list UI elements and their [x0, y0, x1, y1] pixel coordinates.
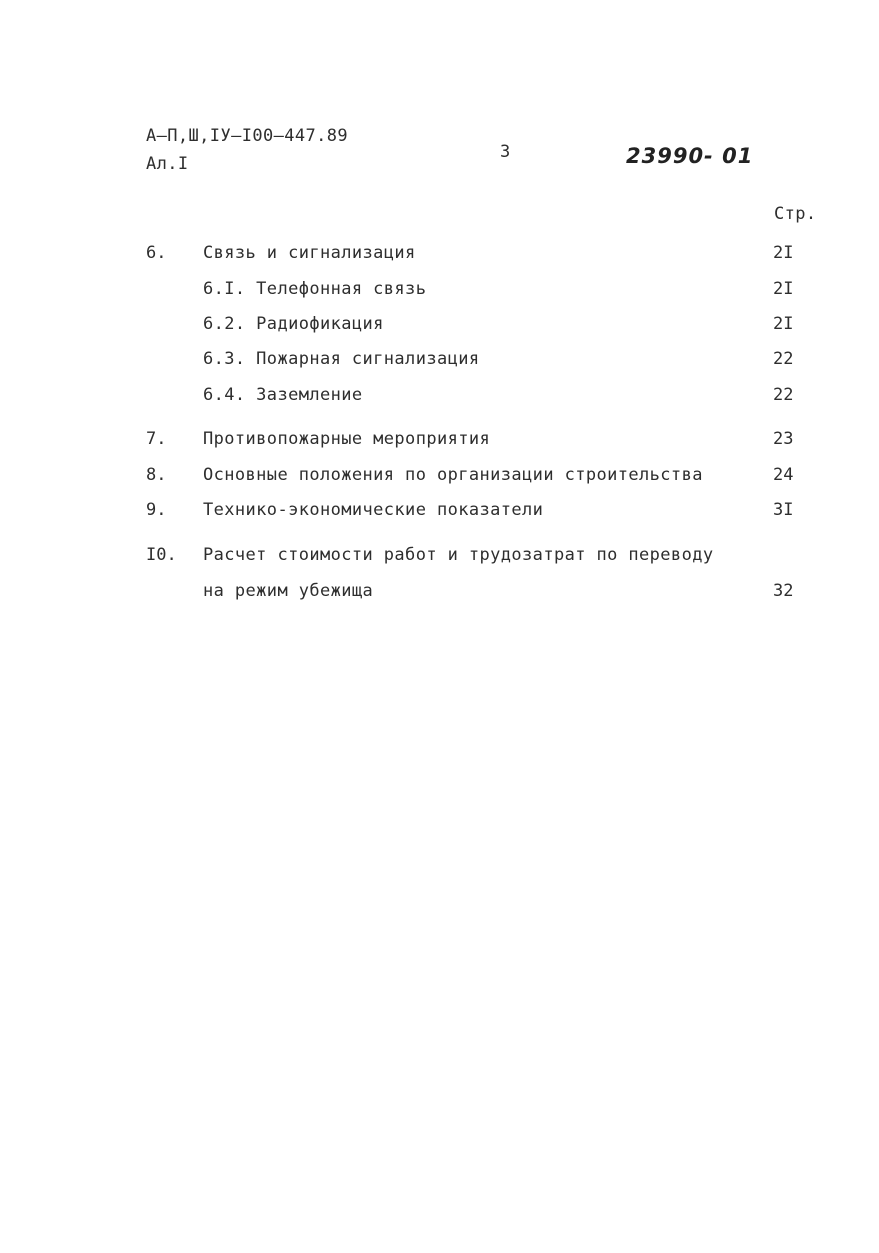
toc-entry-title: Основные положения по организации строительства ..... — [203, 465, 743, 485]
toc-entry-page: 2I — [773, 279, 794, 299]
toc-entry-6-3 — [0, 349, 879, 373]
toc-entry-6-2 — [0, 314, 879, 338]
toc-entry-number: 7. — [146, 429, 167, 449]
toc-entry-title: 6.4. Заземление ..... — [203, 385, 743, 405]
document-code: А–П,Ш,IУ–I00–447.89 — [146, 126, 349, 146]
toc-entry-title: на режим убежища ..... — [203, 581, 743, 601]
toc-entry-title: 6.2. Радиофикация ..... — [203, 314, 743, 334]
toc-entry-6-1 — [0, 279, 879, 303]
toc-entry-number: 8. — [146, 465, 167, 485]
toc-entry-10-line2 — [0, 581, 879, 605]
toc-entry-page: 2I — [773, 243, 794, 263]
toc-entry-title-line1: Расчет стоимости работ и трудозатрат по переводу — [203, 545, 714, 565]
toc-entry-6 — [0, 243, 879, 267]
toc-entry-page: 22 — [773, 385, 794, 405]
toc-entry-title: 6.3. Пожарная сигнализация ..... — [203, 349, 743, 369]
toc-entry-6-4 — [0, 385, 879, 409]
toc-entry-number: 9. — [146, 500, 167, 520]
toc-entry-page: 23 — [773, 429, 794, 449]
page-number: 3 — [500, 142, 511, 162]
toc-entry-10-line1 — [0, 545, 879, 569]
toc-entry-page: 32 — [773, 581, 794, 601]
toc-entry-page: 2I — [773, 314, 794, 334]
sheet-label: Ал.I — [146, 154, 189, 174]
toc-entry-page: 3I — [773, 500, 794, 520]
page-column-label: Стр. — [774, 204, 817, 224]
toc-entry-page: 24 — [773, 465, 794, 485]
toc-entry-title: Противопожарные мероприятия ..... — [203, 429, 743, 449]
toc-entry-title: Технико-экономические показатели ..... — [203, 500, 743, 520]
toc-entry-number: 6. — [146, 243, 167, 263]
toc-entry-title: Связь и сигнализация ..... — [203, 243, 743, 263]
toc-entry-page: 22 — [773, 349, 794, 369]
toc-entry-8 — [0, 465, 879, 489]
toc-entry-number: I0. — [146, 545, 177, 565]
toc-entry-9 — [0, 500, 879, 524]
toc-entry-title: 6.I. Телефонная связь ..... — [203, 279, 743, 299]
handwritten-inventory-number: 23990- 01 — [626, 144, 754, 168]
toc-entry-7 — [0, 429, 879, 453]
